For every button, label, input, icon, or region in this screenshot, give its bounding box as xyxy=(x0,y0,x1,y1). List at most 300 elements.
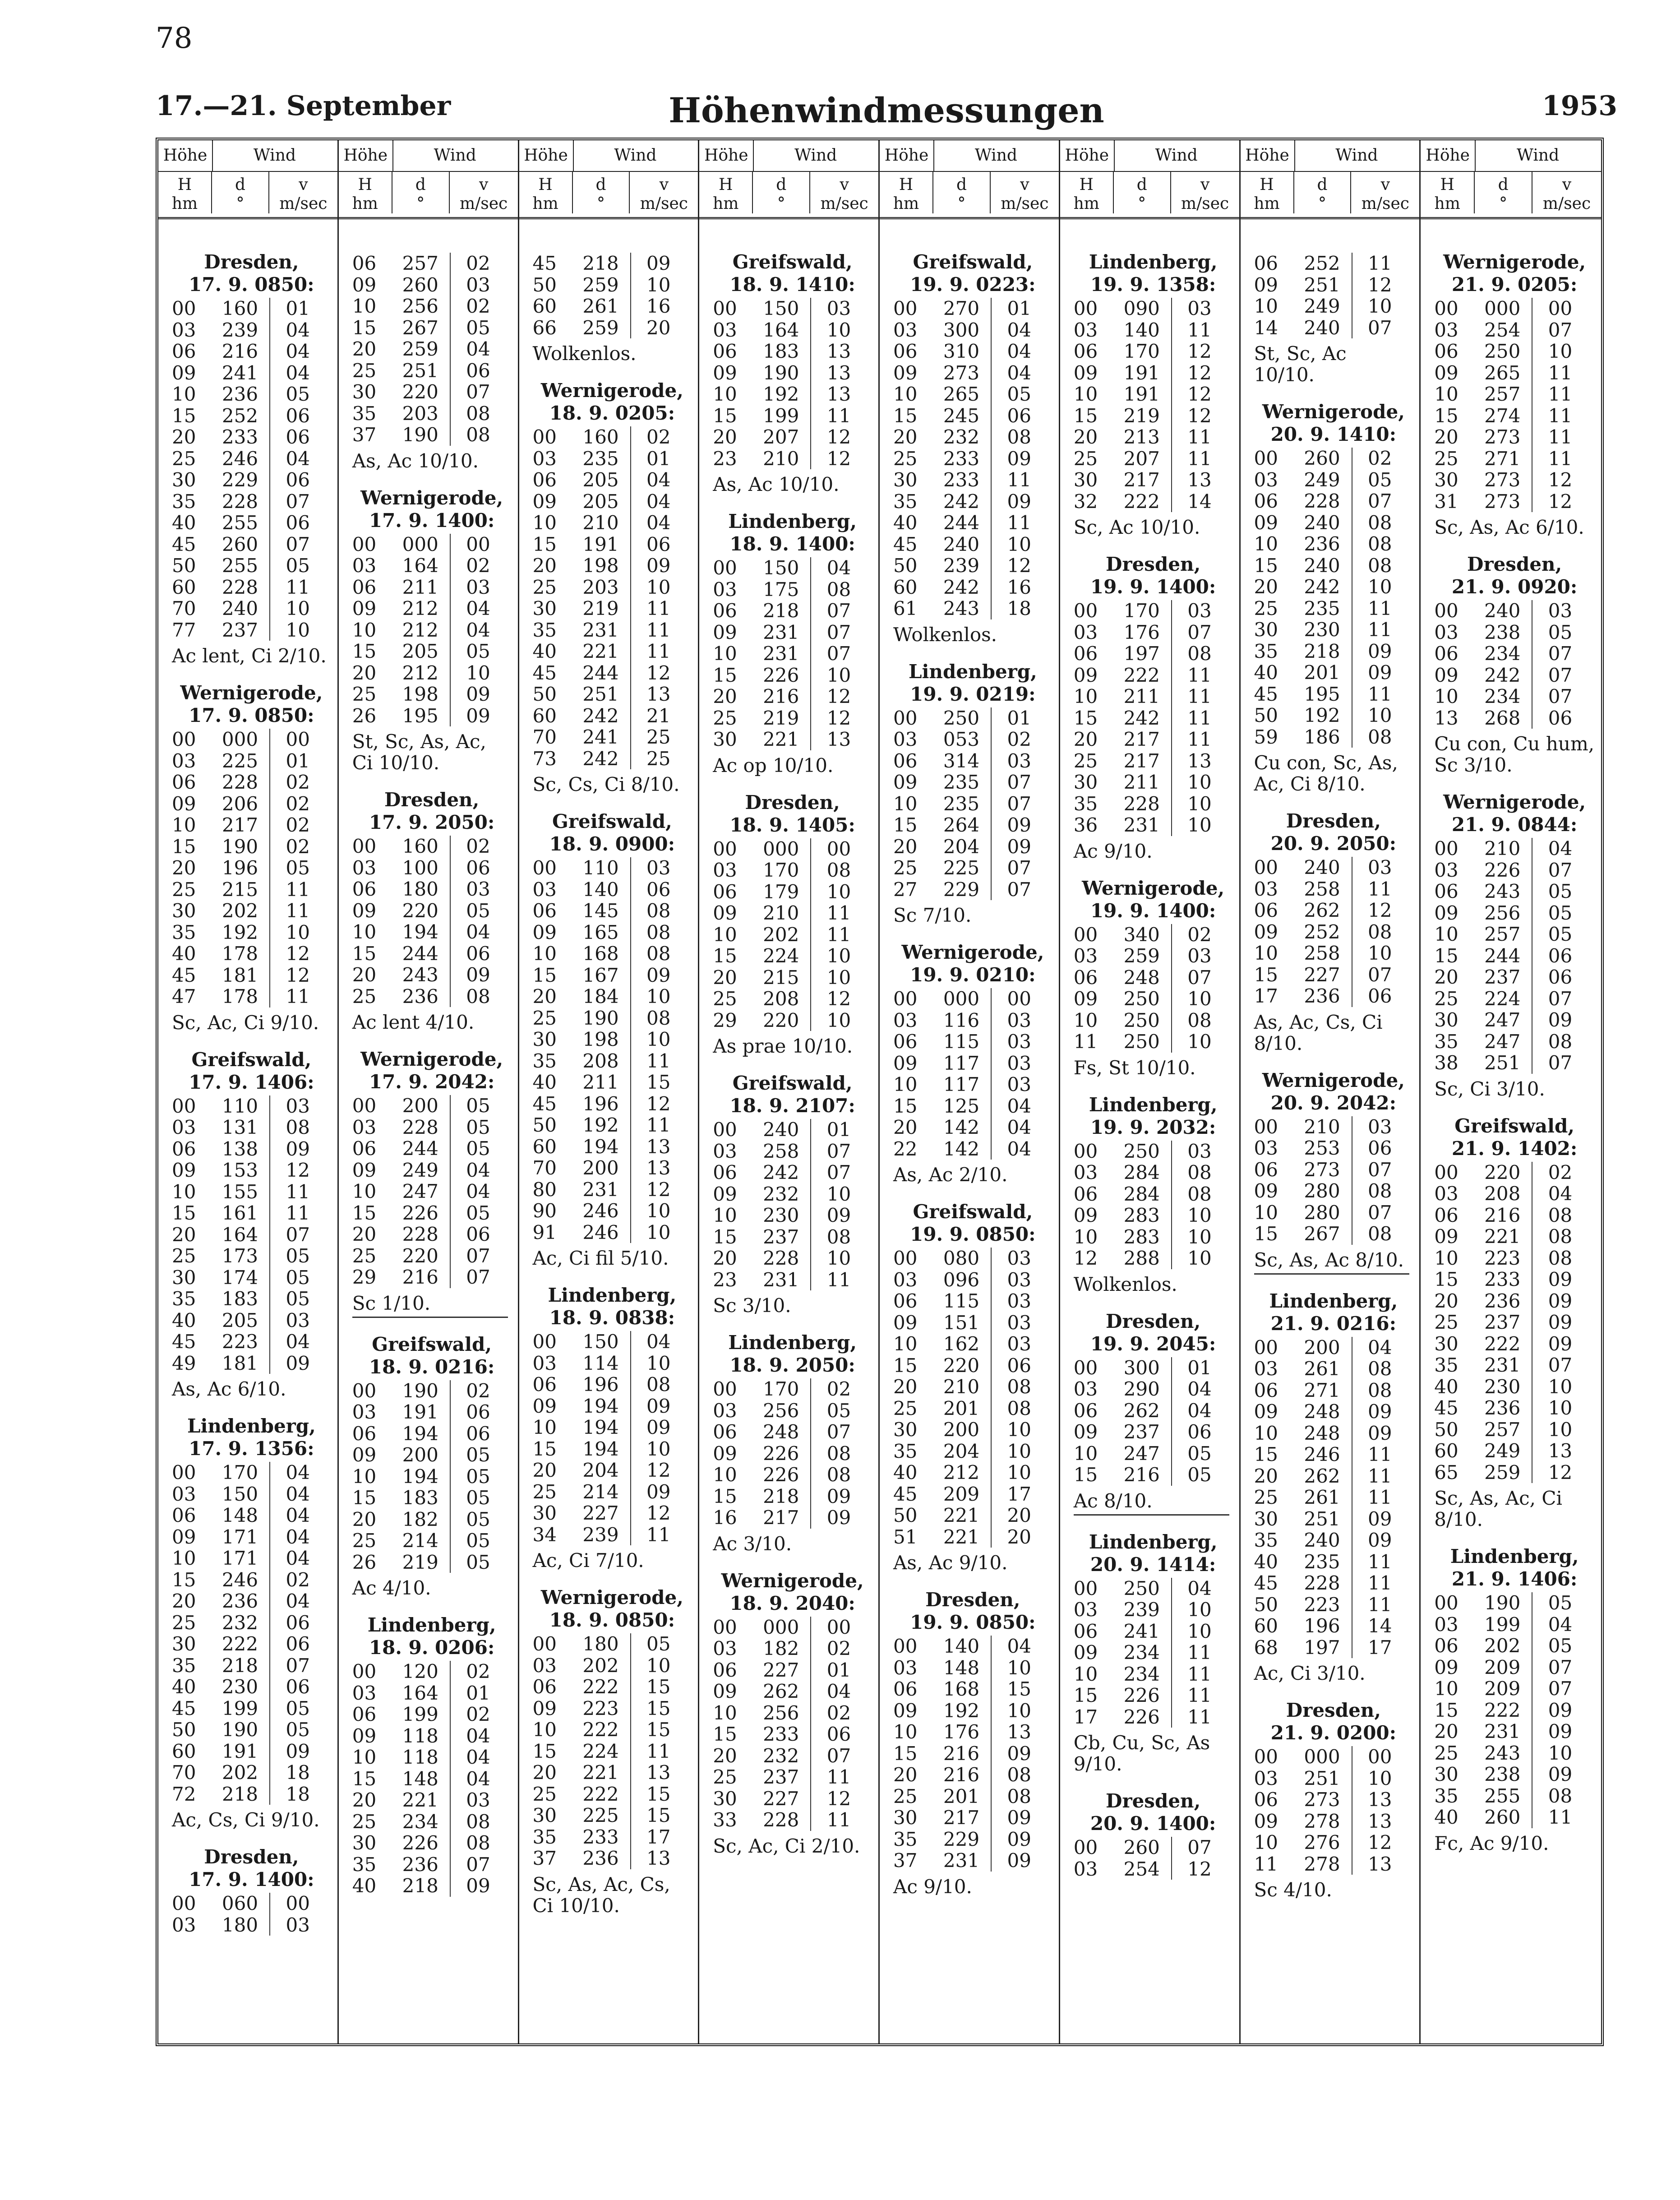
table-row xyxy=(713,1141,872,1162)
speed-cell: 00 xyxy=(1007,988,1031,1010)
speed-cell: 11 xyxy=(286,576,310,598)
table-row xyxy=(172,1569,331,1591)
speed-cell: 05 xyxy=(466,1551,490,1573)
cloud-remark: Ac 4/10. xyxy=(352,1577,431,1599)
direction-cell: 245 xyxy=(937,405,992,427)
header-v-unit: v m/sec xyxy=(1001,176,1049,213)
table-row xyxy=(1434,860,1595,881)
direction-cell: 247 xyxy=(1477,1009,1532,1031)
table-row xyxy=(533,1050,692,1072)
height-cell: 03 xyxy=(352,555,377,577)
direction-cell: 221 xyxy=(576,1762,631,1784)
cloud-remark: As, Ac 9/10. xyxy=(893,1552,1008,1574)
height-cell: 00 xyxy=(352,1660,377,1682)
height-cell: 03 xyxy=(893,1656,918,1679)
cloud-remark: Sc, As, Ac 8/10. xyxy=(1254,1248,1404,1271)
speed-cell: 04 xyxy=(466,338,490,360)
table-row xyxy=(1074,405,1233,427)
direction-cell: 208 xyxy=(1477,1183,1532,1205)
height-cell: 15 xyxy=(893,1742,918,1765)
cloud-remark: Fs, St 10/10. xyxy=(1073,1056,1196,1079)
direction-cell: 284 xyxy=(1117,1183,1172,1205)
speed-cell: 10 xyxy=(1187,1225,1212,1248)
table-row xyxy=(713,448,872,470)
height-cell: 15 xyxy=(352,316,377,339)
height-cell: 09 xyxy=(1434,361,1458,384)
table-row xyxy=(1254,726,1413,748)
speed-cell: 11 xyxy=(1368,683,1392,705)
direction-cell: 257 xyxy=(1477,384,1532,405)
height-cell: 10 xyxy=(1254,533,1278,555)
height-cell: 20 xyxy=(172,426,196,448)
speed-cell: 02 xyxy=(286,1568,310,1591)
direction-cell: 222 xyxy=(1117,665,1172,686)
speed-cell: 06 xyxy=(1007,404,1031,427)
height-cell: 47 xyxy=(172,985,196,1008)
table-row xyxy=(713,1378,872,1400)
station-date: 19. 9. 1400: xyxy=(1090,899,1216,922)
direction-cell: 000 xyxy=(1297,1746,1352,1768)
table-row xyxy=(172,1353,331,1374)
height-cell: 10 xyxy=(352,1180,377,1202)
direction-cell: 228 xyxy=(756,1248,811,1269)
speed-cell: 11 xyxy=(1187,728,1212,750)
station-date: 19. 9. 2045: xyxy=(1090,1332,1216,1355)
table-row xyxy=(893,1010,1052,1031)
direction-cell: 223 xyxy=(215,1331,270,1353)
speed-cell: 06 xyxy=(1187,1421,1212,1443)
station-name: Wernigerode, xyxy=(1443,791,1586,813)
height-cell: 09 xyxy=(1254,1810,1278,1832)
cloud-remark: Ac lent, Ci 2/10. xyxy=(172,645,327,667)
speed-cell: 11 xyxy=(1368,1550,1392,1573)
speed-cell: 10 xyxy=(1007,1461,1031,1484)
speed-cell: 13 xyxy=(1368,1853,1392,1875)
direction-cell: 233 xyxy=(937,469,992,491)
direction-cell: 257 xyxy=(1477,1419,1532,1441)
speed-cell: 03 xyxy=(286,1095,310,1117)
direction-cell: 300 xyxy=(937,319,992,341)
station-date: 19. 9. 1358: xyxy=(1090,273,1216,296)
table-row xyxy=(893,729,1052,750)
speed-cell: 08 xyxy=(1007,1785,1031,1807)
height-cell: 35 xyxy=(1254,1529,1278,1551)
table-row xyxy=(1434,1462,1595,1484)
direction-cell: 196 xyxy=(576,1374,631,1396)
height-cell: 00 xyxy=(1073,1140,1098,1162)
direction-cell: 125 xyxy=(937,1095,992,1117)
speed-cell: 10 xyxy=(1368,704,1392,726)
direction-cell: 241 xyxy=(576,726,631,748)
direction-cell: 242 xyxy=(937,491,992,513)
direction-cell: 209 xyxy=(1477,1678,1532,1700)
station-name: Lindenberg, xyxy=(1089,251,1218,273)
table-row xyxy=(533,1762,692,1784)
height-cell: 09 xyxy=(1254,1180,1278,1202)
table-row xyxy=(1434,405,1595,427)
height-cell: 35 xyxy=(1434,1030,1458,1053)
station-name: Greifswald, xyxy=(732,251,853,273)
direction-cell: 229 xyxy=(937,1829,992,1850)
height-cell: 00 xyxy=(172,728,196,750)
header-v-unit: v m/sec xyxy=(640,176,688,213)
table-row xyxy=(172,469,331,491)
direction-cell: 180 xyxy=(396,878,451,900)
speed-cell: 05 xyxy=(286,1719,310,1741)
direction-cell: 267 xyxy=(396,317,451,339)
direction-cell: 164 xyxy=(756,319,811,341)
speed-cell: 13 xyxy=(646,1135,671,1158)
direction-cell: 224 xyxy=(1477,988,1532,1010)
speed-cell: 07 xyxy=(1548,664,1573,686)
height-cell: 09 xyxy=(532,1395,557,1417)
direction-cell: 223 xyxy=(1477,1248,1532,1269)
speed-cell: 07 xyxy=(286,1654,310,1677)
table-row xyxy=(533,1374,692,1396)
speed-cell: 10 xyxy=(1187,1204,1212,1226)
direction-cell: 234 xyxy=(396,1811,451,1833)
header-year: 1953 xyxy=(1542,90,1617,122)
table-row xyxy=(172,772,331,793)
direction-cell: 273 xyxy=(1477,469,1532,491)
height-cell: 00 xyxy=(532,426,557,448)
height-cell: 00 xyxy=(893,1635,918,1657)
speed-cell: 08 xyxy=(1187,1161,1212,1183)
direction-cell: 262 xyxy=(1117,1400,1172,1422)
station-name: Wernigerode, xyxy=(901,941,1044,963)
height-cell: 03 xyxy=(713,578,737,601)
height-cell: 10 xyxy=(352,1746,377,1768)
direction-cell: 227 xyxy=(576,1502,631,1524)
speed-cell: 02 xyxy=(1187,923,1212,946)
height-cell: 06 xyxy=(352,1703,377,1725)
height-cell: 20 xyxy=(352,661,377,684)
table-row xyxy=(713,902,872,924)
height-cell: 10 xyxy=(1254,1831,1278,1853)
speed-cell: 07 xyxy=(1548,642,1573,665)
speed-cell: 08 xyxy=(1368,920,1392,943)
table-row xyxy=(713,1400,872,1422)
table-row xyxy=(893,469,1052,491)
cloud-remark: Fc, Ac 9/10. xyxy=(1434,1832,1549,1854)
height-cell: 15 xyxy=(352,1767,377,1790)
header-v-unit: v m/sec xyxy=(1181,176,1229,213)
speed-cell: 10 xyxy=(1548,340,1573,362)
table-row xyxy=(533,705,692,727)
speed-cell: 11 xyxy=(1548,361,1573,384)
station-date: 17. 9. 1400: xyxy=(189,1868,314,1890)
table-row xyxy=(893,1333,1052,1355)
table-row xyxy=(1434,707,1595,729)
station-name: Wernigerode, xyxy=(1262,401,1405,423)
height-cell: 00 xyxy=(713,297,737,319)
table-row xyxy=(1254,1202,1413,1224)
direction-cell: 248 xyxy=(1297,1423,1352,1444)
speed-cell: 13 xyxy=(1187,749,1212,772)
height-cell: 20 xyxy=(532,555,557,577)
station-date: 18. 9. 0216: xyxy=(369,1355,495,1378)
column-header xyxy=(1421,140,1601,219)
running-header xyxy=(156,90,1617,130)
direction-cell: 219 xyxy=(756,707,811,729)
height-cell: 10 xyxy=(893,1333,918,1355)
speed-cell: 04 xyxy=(1187,1577,1212,1599)
column-header xyxy=(880,140,1059,219)
speed-cell: 07 xyxy=(466,381,490,403)
height-cell: 06 xyxy=(352,878,377,900)
height-cell: 06 xyxy=(893,1031,918,1053)
direction-cell: 213 xyxy=(1117,426,1172,448)
height-cell: 15 xyxy=(893,814,918,836)
table-row xyxy=(713,881,872,903)
speed-cell: 01 xyxy=(1187,1356,1212,1379)
table-row xyxy=(352,1423,512,1445)
direction-cell: 204 xyxy=(937,1441,992,1462)
station-block xyxy=(893,941,1052,1185)
height-cell: 09 xyxy=(352,597,377,619)
speed-cell: 02 xyxy=(1007,728,1031,750)
height-cell: 90 xyxy=(532,1200,557,1222)
direction-cell: 248 xyxy=(1297,1401,1352,1423)
speed-cell: 12 xyxy=(1187,340,1212,362)
column-body xyxy=(699,219,878,1857)
direction-cell: 199 xyxy=(1477,1614,1532,1636)
station-date: 18. 9. 0900: xyxy=(549,833,675,855)
height-cell: 26 xyxy=(352,704,377,727)
speed-cell: 10 xyxy=(646,576,671,598)
table-row xyxy=(172,793,331,815)
table-row xyxy=(352,1704,512,1725)
speed-cell: 04 xyxy=(466,597,490,619)
speed-cell: 07 xyxy=(1368,963,1392,986)
direction-cell: 167 xyxy=(576,965,631,986)
table-row xyxy=(533,598,692,619)
header-wind: Wind xyxy=(974,146,1017,165)
height-cell: 09 xyxy=(893,1052,918,1074)
station-date: 18. 9. 2107: xyxy=(729,1095,855,1117)
height-cell: 10 xyxy=(1434,685,1458,707)
direction-cell: 267 xyxy=(1297,1223,1352,1245)
height-cell: 03 xyxy=(1073,945,1098,967)
direction-cell: 208 xyxy=(576,1050,631,1072)
speed-cell: 04 xyxy=(1007,1635,1031,1657)
table-row xyxy=(352,921,512,943)
table-row xyxy=(1434,665,1595,686)
direction-cell: 225 xyxy=(215,750,270,772)
direction-cell: 226 xyxy=(756,665,811,686)
direction-cell: 228 xyxy=(215,772,270,793)
speed-cell: 11 xyxy=(286,1180,310,1203)
speed-cell: 04 xyxy=(646,512,671,534)
table-row xyxy=(893,793,1052,815)
height-cell: 59 xyxy=(1254,726,1278,748)
table-row xyxy=(713,1443,872,1465)
direction-cell: 218 xyxy=(756,600,811,622)
height-cell: 20 xyxy=(532,1459,557,1481)
height-cell: 06 xyxy=(1073,642,1098,665)
cloud-remark: Wolkenlos. xyxy=(893,623,997,646)
table-row xyxy=(713,1421,872,1443)
direction-cell: 221 xyxy=(576,641,631,662)
station-name: Wernigerode, xyxy=(1262,1069,1405,1091)
direction-cell: 221 xyxy=(396,1789,451,1811)
height-cell: 09 xyxy=(352,1444,377,1466)
table-row xyxy=(352,836,512,857)
height-cell: 00 xyxy=(1073,1577,1098,1599)
speed-cell: 13 xyxy=(826,728,851,750)
height-cell: 00 xyxy=(713,557,737,579)
table-row xyxy=(893,534,1052,555)
table-row xyxy=(1434,1614,1595,1636)
direction-cell: 227 xyxy=(756,1659,811,1681)
direction-cell: 232 xyxy=(937,426,992,448)
height-cell: 03 xyxy=(1434,1613,1458,1636)
direction-cell: 170 xyxy=(215,1462,270,1484)
direction-cell: 253 xyxy=(1297,1137,1352,1159)
table-row xyxy=(713,1638,872,1659)
speed-cell: 07 xyxy=(1368,1201,1392,1224)
height-cell: 10 xyxy=(713,1204,737,1226)
direction-cell: 216 xyxy=(215,341,270,362)
direction-cell: 190 xyxy=(1477,1592,1532,1614)
direction-cell: 261 xyxy=(1297,1358,1352,1380)
speed-cell: 03 xyxy=(1007,1031,1031,1053)
height-cell: 30 xyxy=(893,1419,918,1441)
direction-cell: 181 xyxy=(215,965,270,986)
table-row xyxy=(1254,1444,1413,1465)
direction-cell: 195 xyxy=(396,705,451,727)
direction-cell: 284 xyxy=(1117,1162,1172,1183)
height-cell: 06 xyxy=(532,900,557,922)
speed-cell: 08 xyxy=(1548,1204,1573,1226)
table-row xyxy=(893,577,1052,598)
height-cell: 20 xyxy=(532,985,557,1008)
speed-cell: 02 xyxy=(286,792,310,815)
column-body xyxy=(1060,219,1239,1880)
table-row xyxy=(1434,1290,1595,1312)
table-row xyxy=(1254,684,1413,705)
speed-cell: 09 xyxy=(1007,835,1031,858)
speed-cell: 08 xyxy=(1548,1784,1573,1807)
column-body xyxy=(1421,219,1601,1854)
speed-cell: 02 xyxy=(466,555,490,577)
speed-cell: 04 xyxy=(286,340,310,362)
table-row xyxy=(172,1914,331,1936)
direction-cell: 234 xyxy=(1477,643,1532,665)
height-cell: 60 xyxy=(1254,1615,1278,1637)
station-name: Wernigerode, xyxy=(1082,877,1225,899)
direction-cell: 118 xyxy=(396,1747,451,1768)
station-block xyxy=(1434,251,1595,538)
height-cell: 09 xyxy=(1073,1204,1098,1226)
speed-cell: 05 xyxy=(466,1202,490,1224)
height-cell: 15 xyxy=(1254,1223,1278,1245)
speed-cell: 04 xyxy=(1007,361,1031,384)
speed-cell: 05 xyxy=(1187,1442,1212,1465)
table-row xyxy=(1254,1637,1413,1659)
height-cell: 60 xyxy=(532,1135,557,1158)
speed-cell: 12 xyxy=(1368,1831,1392,1853)
direction-cell: 232 xyxy=(215,1612,270,1634)
column-header xyxy=(519,140,698,219)
speed-cell: 08 xyxy=(1368,1379,1392,1401)
direction-cell: 242 xyxy=(1297,576,1352,598)
direction-cell: 261 xyxy=(576,296,631,317)
measurements-table xyxy=(156,138,1604,2046)
height-cell: 00 xyxy=(1073,297,1098,319)
height-cell: 35 xyxy=(893,1440,918,1462)
speed-cell: 03 xyxy=(1007,1073,1031,1095)
direction-cell: 252 xyxy=(1297,921,1352,943)
direction-cell: 207 xyxy=(1117,448,1172,470)
table-row xyxy=(352,1202,512,1224)
cloud-remark: Ac 8/10. xyxy=(1073,1489,1153,1512)
height-cell: 13 xyxy=(1434,707,1458,729)
speed-cell: 04 xyxy=(466,921,490,943)
speed-cell: 05 xyxy=(286,857,310,879)
speed-cell: 10 xyxy=(1548,1418,1573,1441)
height-cell: 03 xyxy=(352,856,377,879)
table-row xyxy=(172,1893,331,1914)
station-date: 17. 9. 0850: xyxy=(189,273,314,296)
height-cell: 03 xyxy=(893,728,918,750)
table-row xyxy=(352,1181,512,1202)
speed-cell: 05 xyxy=(286,1697,310,1719)
table-row xyxy=(1254,1180,1413,1202)
table-row xyxy=(1074,448,1233,470)
table-row xyxy=(893,1269,1052,1291)
height-cell: 15 xyxy=(1073,1464,1098,1486)
height-cell: 15 xyxy=(713,1225,737,1248)
table-row xyxy=(172,1526,331,1548)
direction-cell: 283 xyxy=(1117,1226,1172,1248)
direction-cell: 207 xyxy=(756,426,811,448)
direction-cell: 190 xyxy=(576,1008,631,1029)
station-date: 21. 9. 0200: xyxy=(1270,1722,1397,1744)
speed-cell: 05 xyxy=(466,1465,490,1488)
table-row xyxy=(172,1655,331,1677)
height-cell: 06 xyxy=(172,771,196,793)
height-cell: 20 xyxy=(893,1116,918,1138)
height-cell: 10 xyxy=(532,1416,557,1438)
speed-cell: 06 xyxy=(466,359,490,382)
table-row xyxy=(1074,1578,1233,1599)
column-body xyxy=(158,219,337,1936)
table-row xyxy=(533,1331,692,1353)
speed-cell: 10 xyxy=(1187,1031,1212,1053)
table-row xyxy=(172,943,331,965)
table-row xyxy=(172,1505,331,1526)
table-row xyxy=(713,1507,872,1529)
divider xyxy=(1254,1273,1410,1275)
speed-cell: 07 xyxy=(1368,490,1392,512)
direction-cell: 271 xyxy=(1477,448,1532,470)
speed-cell: 06 xyxy=(1548,966,1573,988)
direction-cell: 224 xyxy=(756,945,811,967)
table-row xyxy=(533,1741,692,1762)
direction-cell: 234 xyxy=(1477,686,1532,707)
table-row xyxy=(893,1053,1052,1074)
direction-cell: 231 xyxy=(756,622,811,643)
height-cell: 25 xyxy=(1254,1486,1278,1508)
height-cell: 10 xyxy=(713,642,737,665)
direction-cell: 198 xyxy=(396,684,451,705)
table-row xyxy=(1074,1141,1233,1162)
height-cell: 15 xyxy=(172,404,196,427)
cloud-remark: As prae 10/10. xyxy=(713,1035,853,1057)
speed-cell: 10 xyxy=(1007,1440,1031,1462)
height-cell: 45 xyxy=(532,252,557,274)
